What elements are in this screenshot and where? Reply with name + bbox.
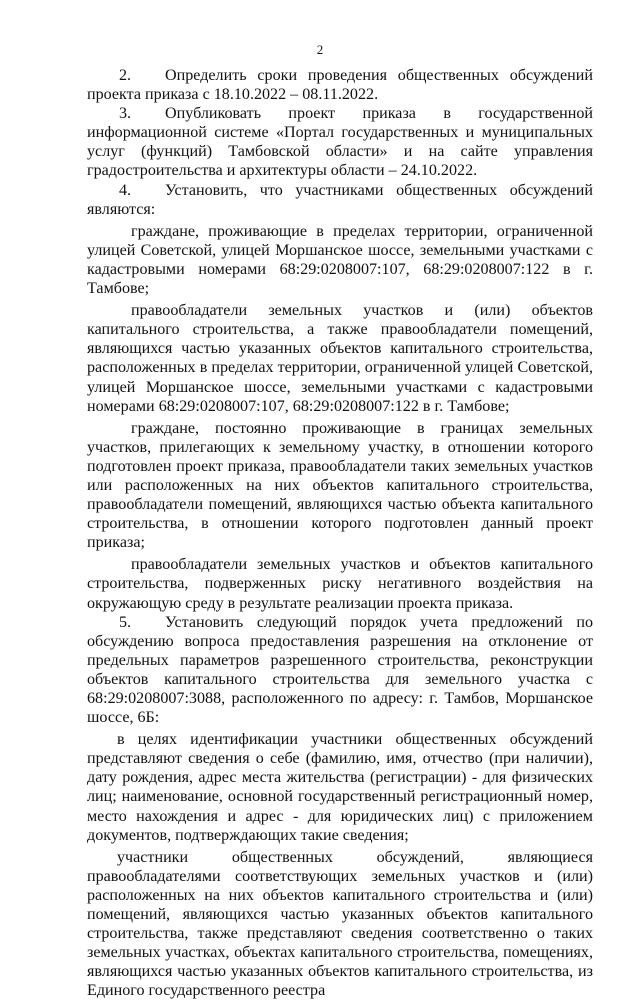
item-number: 5. xyxy=(119,613,132,631)
item-3 xyxy=(87,104,593,180)
item-text: Определить сроки проведения общественных обсуждений проекта приказа с 18.10.2022 – 08.11.2022. xyxy=(87,67,593,104)
item-text: Опубликовать проект приказа в государственной информационной системе «Портал государственных и муниципальных услуг (функций) Тамбовской области» и на сайте управления градостроительства и архитектуры области – 24.10.2022. xyxy=(87,105,593,180)
participant-environment: правообладатели земельных участков и объектов капитального строительства, подверженных риску негативного воздействия на окружающую среду в результате реализации проекта приказа. xyxy=(87,556,593,612)
item-text: Установить, что участниками общественных обсуждений являются: xyxy=(87,181,593,218)
document-body xyxy=(87,66,593,1001)
item-text: Установить следующий порядок учета предложений по обсуждению вопроса предоставления разрешения на отклонение от предельных параметров разрешенного строительства, реконструкции объектов капитального строительства для земельного участка с 68:29:0208007:3088, расположенного по адресу: г. Тамбов, Моршанское шоссе, 6Б: xyxy=(87,613,593,727)
item-4 xyxy=(87,181,593,219)
participant-rightholders: правообладатели земельных участков и (или) объектов капитального строительства, а также правообладатели помещений, являющихся частью указанных объектов капитального строительства, расположенных в пределах территории, ограниченной улицей Советской, улицей Моршанское шоссе, земельными участками с кадастровыми номерами 68:29:0208007:107, 68:29:0208007:122 в г. Тамбове; xyxy=(87,302,593,415)
page-number: 2 xyxy=(316,42,324,57)
item-2 xyxy=(87,66,593,104)
item-5 xyxy=(87,613,593,728)
participant-citizens: граждане, проживающие в пределах территории, ограниченной улицей Советской, улицей Моршанское шоссе, земельными участками с кадастровыми номерами 68:29:0208007:107, 68:29:0208007:122 в г. Тамбове; xyxy=(87,222,593,298)
item-number: 2. xyxy=(119,67,132,84)
participant-adjacent: граждане, постоянно проживающие в границах земельных участков, прилегающих к земельному участку, в отношении которого подготовлен проект приказа, правообладатели таких земельных участков или расположенных на них объектов капитального строительства, правообладатели помещений, являющихся частью объекта капитального строительства, в отношении которого подготовлен данный проект приказа; xyxy=(87,419,593,552)
item-number: 4. xyxy=(119,181,132,199)
procedure-identification: в целях идентификации участники общественных обсуждений представляют сведения о себе (фамилию, имя, отчество (при наличии), дату рождения, адрес места жительства (регистрации) - для физических лиц; наименование, основной государственный регистрационный номер, место нахождения и адрес - для юридических лиц) с приложением документов, подтверждающих такие сведения; xyxy=(87,731,593,844)
procedure-rightholders: участники общественных обсуждений, являющиеся правообладателями соответствующих земельных участков и (или) расположенных на них объектов капитального строительства и (или) помещений, являющихся частью указанных объектов капитального строительства, также представляют сведения соответственно о таких земельных участках, объектах капитального строительства, помещениях, являющихся частью указанных объектов капитального строительства, из Единого государственного реестра xyxy=(87,848,593,1000)
item-number: 3. xyxy=(119,105,132,123)
